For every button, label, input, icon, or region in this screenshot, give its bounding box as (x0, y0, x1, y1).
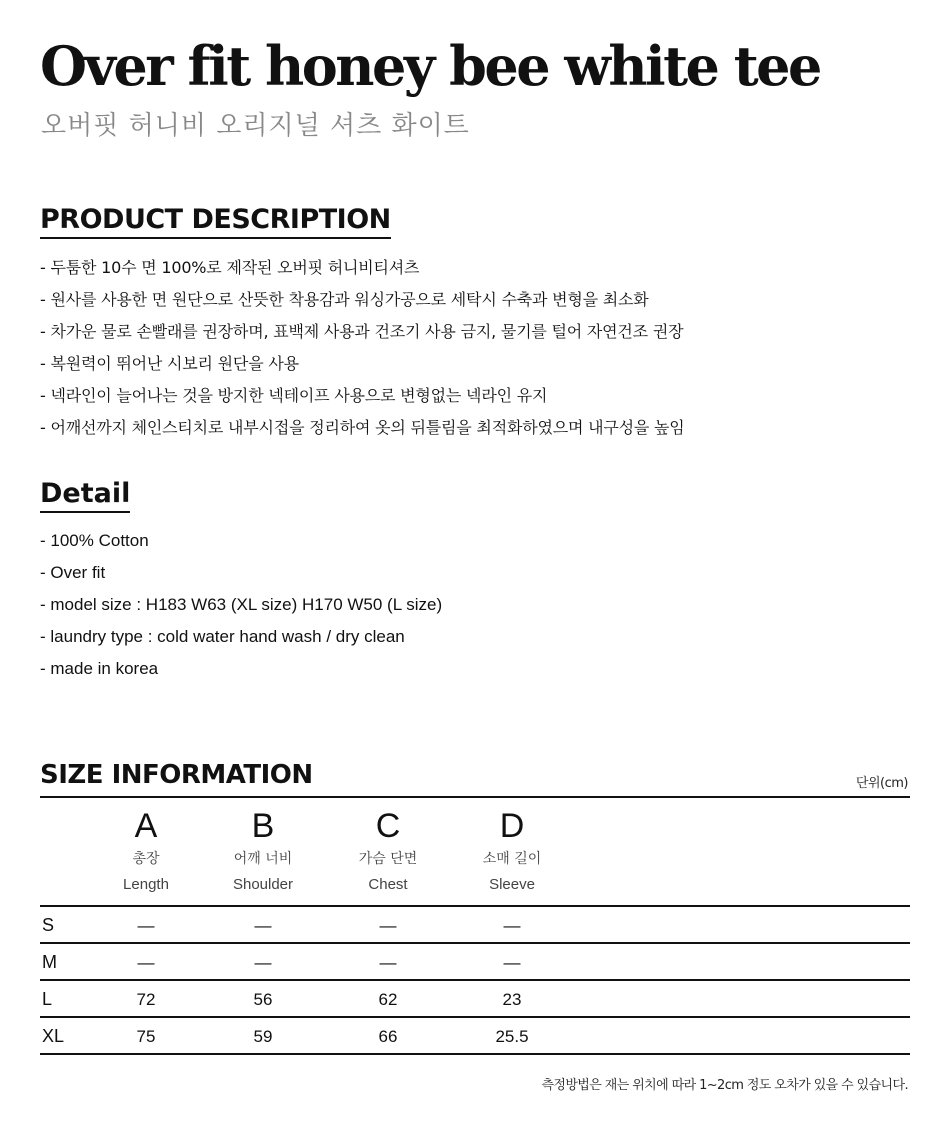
sleeve-cell: 25.5 (495, 1027, 529, 1046)
table-row-xl (40, 1018, 910, 1055)
column-letter: D (499, 807, 525, 845)
shoulder-cell: — (254, 953, 272, 972)
measurement-note: 측정방법은 재는 위치에 따라 1~2cm 정도 오차가 있을 수 있습니다. (541, 1078, 908, 1093)
detail-line: - model size : H183 W63 (XL size) H170 W50 (L size) (40, 595, 443, 614)
shoulder-cell: — (254, 916, 272, 935)
chest-cell: — (379, 953, 397, 972)
column-english-label: Sleeve (489, 876, 535, 893)
table-row-m (40, 944, 910, 981)
detail-line: - made in korea (40, 659, 159, 678)
table-header-row (40, 798, 910, 905)
size-table (40, 796, 910, 1055)
column-letter: C (375, 807, 401, 845)
chest-cell: 62 (378, 990, 398, 1009)
length-cell: — (137, 916, 155, 935)
detail-heading: Detail (40, 479, 130, 513)
description-line: - 넥라인이 늘어나는 것을 방지한 넥테이프 사용으로 변형없는 넥라인 유지 (40, 386, 548, 405)
length-cell: — (137, 953, 155, 972)
column-letter: B (251, 807, 275, 845)
detail-line: - laundry type : cold water hand wash / dry clean (40, 627, 405, 646)
column-english-label: Shoulder (232, 876, 294, 893)
size-label: S (42, 915, 55, 935)
column-korean-label: 총장 (132, 851, 160, 867)
shoulder-cell: 59 (253, 1027, 273, 1046)
column-korean-label: 어깨 너비 (233, 851, 293, 867)
column-english-label: Length (123, 876, 169, 893)
description-line: - 원사를 사용한 면 원단으로 산뜻한 착용감과 워싱가공으로 세탁시 수축과 변형을 최소화 (40, 290, 649, 309)
sleeve-cell: — (503, 916, 521, 935)
unit-label: 단위(cm) (855, 776, 908, 791)
column-letter: A (134, 807, 158, 845)
column-header-chest (328, 798, 448, 894)
size-label: XL (42, 1026, 65, 1046)
column-header-length (86, 798, 206, 894)
detail-line: - Over fit (40, 563, 106, 582)
detail-line: - 100% Cotton (40, 531, 149, 550)
description-line: - 어깨선까지 체인스티치로 내부시접을 정리하여 옷의 뒤틀림을 최적화하였으며 내구성을 높임 (40, 418, 685, 437)
column-korean-label: 가슴 단면 (358, 851, 418, 867)
size-label: L (42, 989, 53, 1009)
column-header-shoulder (203, 798, 323, 894)
length-cell: 75 (136, 1027, 156, 1046)
description-line: - 차가운 물로 손빨래를 권장하며, 표백제 사용과 건조기 사용 금지, 물기를 털어 자연건조 권장 (40, 322, 684, 341)
column-header-sleeve (452, 798, 572, 894)
table-row-s (40, 907, 910, 944)
size-information-heading: SIZE INFORMATION (40, 760, 313, 790)
product-title: Over fit honey bee white tee (40, 34, 820, 98)
table-row-l (40, 981, 910, 1018)
description-line: - 복원력이 뛰어난 시보리 원단을 사용 (40, 354, 299, 373)
sleeve-cell: 23 (502, 990, 522, 1009)
column-korean-label: 소매 길이 (482, 851, 542, 867)
size-label: M (42, 952, 57, 972)
description-heading: PRODUCT DESCRIPTION (40, 205, 391, 239)
length-cell: 72 (136, 990, 156, 1009)
description-line: - 두툼한 10수 면 100%로 제작된 오버핏 허니비티셔츠 (40, 258, 420, 277)
chest-cell: 66 (378, 1027, 398, 1046)
product-subtitle: 오버핏 허니비 오리지널 셔츠 화이트 (41, 111, 470, 141)
sleeve-cell: — (503, 953, 521, 972)
column-english-label: Chest (368, 876, 408, 893)
description-list (40, 258, 685, 450)
shoulder-cell: 56 (253, 990, 273, 1009)
detail-list (40, 531, 442, 691)
chest-cell: — (379, 916, 397, 935)
